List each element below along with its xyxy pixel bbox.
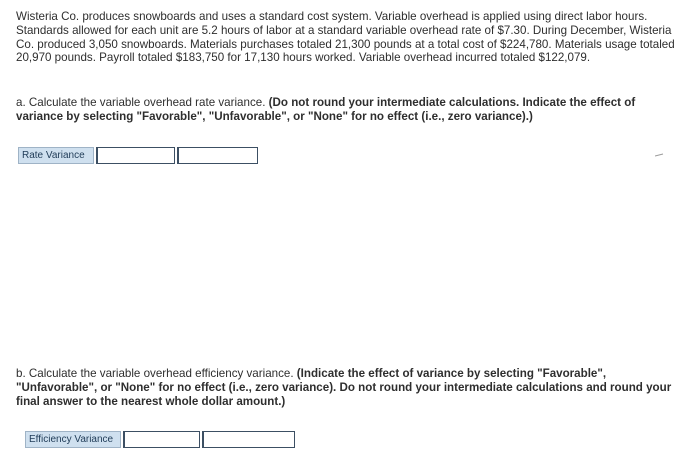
part-a-prefix: a. Calculate the variable overhead rate variance. <box>16 96 266 109</box>
part-a-question <box>16 96 684 124</box>
rate-variance-label: Rate Variance <box>18 147 94 164</box>
rate-variance-amount-cell[interactable] <box>96 147 175 164</box>
part-b-question <box>16 367 684 408</box>
rate-variance-row <box>18 147 258 164</box>
efficiency-variance-amount-input[interactable] <box>125 435 199 450</box>
part-b-prefix: b. Calculate the variable overhead efficiency variance. <box>16 367 294 380</box>
part-b-instruction: (Indicate the effect of variance by selecting "Favorable", "Unfavorable", or "None" for no effect (i.e., zero variance). Do not round your intermediate calculations and round your final answer to the nearest whole dollar amount.) <box>16 367 672 408</box>
stray-dash-mark <box>655 153 664 157</box>
efficiency-variance-label: Efficiency Variance <box>25 431 121 448</box>
rate-variance-effect-cell[interactable] <box>177 147 258 164</box>
problem-statement: Wisteria Co. produces snowboards and uses a standard cost system. Variable overhead is applied using direct labor hours. Standards allowed for each unit are 5.2 hours of labor at a standard variable overhead rate of $7.30. During December, Wisteria Co. produced 3,050 snowboards. Materials purchases totaled 21,300 pounds at a total cost of $224,780. Materials usage totaled 20,970 pounds. Payroll totaled $183,750 for 17,130 hours worked. Variable overhead incurred totaled $122,079. <box>16 10 675 65</box>
rate-variance-effect-select[interactable] <box>179 151 257 166</box>
efficiency-variance-effect-cell[interactable] <box>202 431 295 448</box>
part-a-instruction: (Do not round your intermediate calculations. Indicate the effect of variance by selecting "Favorable", "Unfavorable", or "None" for no effect (i.e., zero variance).) <box>16 96 636 123</box>
rate-variance-amount-input[interactable] <box>98 151 174 166</box>
efficiency-variance-amount-cell[interactable] <box>123 431 200 448</box>
efficiency-variance-row <box>25 431 295 448</box>
efficiency-variance-effect-select[interactable] <box>204 435 294 450</box>
